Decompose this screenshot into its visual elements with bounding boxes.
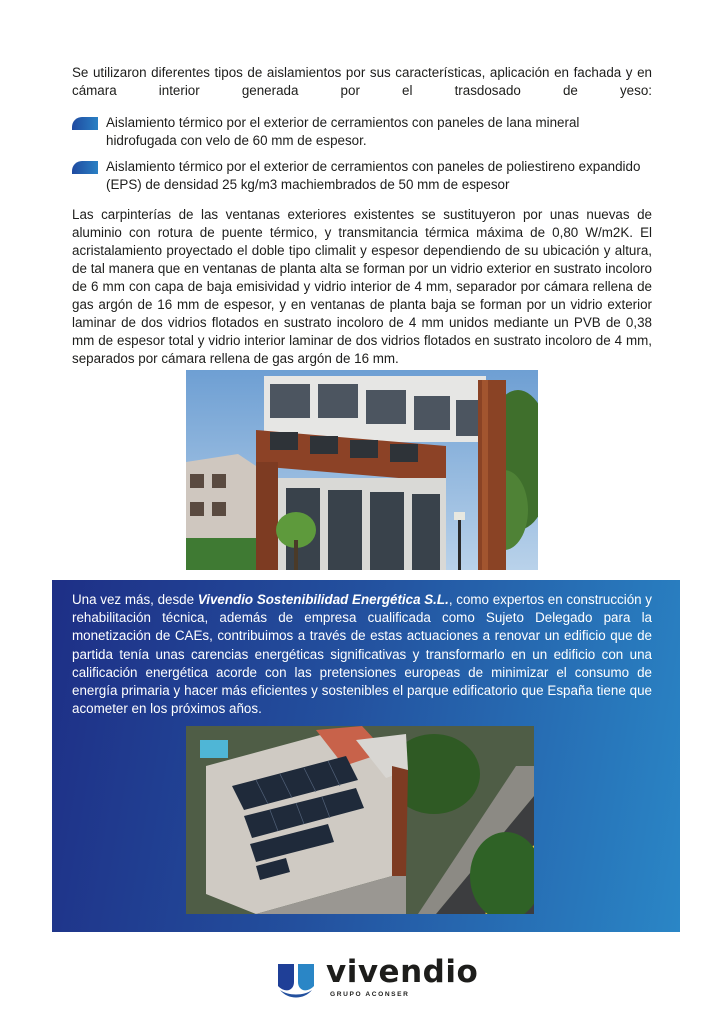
list-item bbox=[72, 158, 652, 194]
aerial-solar-roof-photo bbox=[186, 726, 534, 914]
bullet-text: Aislamiento térmico por el exterior de cerramientos con paneles de lana mineral hidrofugada con velo de 60 mm de espesor. bbox=[106, 115, 580, 148]
list-item bbox=[72, 114, 652, 150]
closing-paragraph bbox=[72, 591, 652, 718]
logo-wordmark: vivendio bbox=[326, 954, 479, 990]
vivendio-logo-icon bbox=[276, 960, 316, 1000]
intro-paragraph: Se utilizaron diferentes tipos de aislamientos por sus características, aplicación en fachada y en cámara interior generada por el trasdosado de yeso: bbox=[72, 65, 652, 98]
windows-paragraph: Las carpinterías de las ventanas exteriores existentes se sustituyeron por unas nuevas de aluminio con rotura de puente térmico, y transmitancia térmica máxima de 0,80 W/m2K. El acristalamiento proyectado el doble tipo climalit y espesor dependiendo de su ubicación y altura, de tal manera que en ventanas de planta alta se forman por un vidrio exterior en sustrato incoloro de 6 mm con capa de baja emisividad y vidrio interior de 4 mm, separador por cámara rellena de gas argón de 16 mm de espesor, y en ventanas de planta baja se forman por un vidrio exterior laminar de dos vidrios flotados en sustrato incoloro de 4 mm unidos mediante un PVB de 0,38 mm de espesor total y vidrio interior laminar de dos vidrios flotados en sustrato incoloro de 4 mm, separados por cámara rellena de gas argón de 16 mm. bbox=[72, 207, 652, 366]
bullet-text: Aislamiento térmico por el exterior de cerramientos con paneles de poliestireno expandido (EPS) de densidad 25 kg/m3 machiembrados de 50 mm de espesor bbox=[106, 159, 641, 192]
bullet-leaf-icon bbox=[72, 161, 98, 174]
bullet-leaf-icon bbox=[72, 117, 98, 130]
vivendio-logo bbox=[276, 956, 486, 1006]
logo-tagline: GRUPO ACONSER bbox=[330, 991, 410, 998]
building-facade-photo bbox=[186, 370, 538, 570]
closing-text-before: Una vez más, desde bbox=[72, 592, 198, 607]
insulation-list bbox=[72, 114, 652, 202]
company-name: Vivendio Sostenibilidad Energética S.L. bbox=[197, 592, 449, 607]
closing-text-after: , como expertos en construcción y rehabilitación técnica, además de empresa cualificada como Sujeto Delegado para la monetización de CAEs, contribuimos a través de estas actuaciones a renovar un edificio que de partida tenía unas carencias energéticas significativas y transformarlo en un edificio con una calificación energética acorde con las pretensiones europeas de minimizar el consumo de energía primaria y hacer más eficientes y sostenibles el parque edificatorio que España tiene que acometer en los próximos años. bbox=[72, 592, 652, 717]
